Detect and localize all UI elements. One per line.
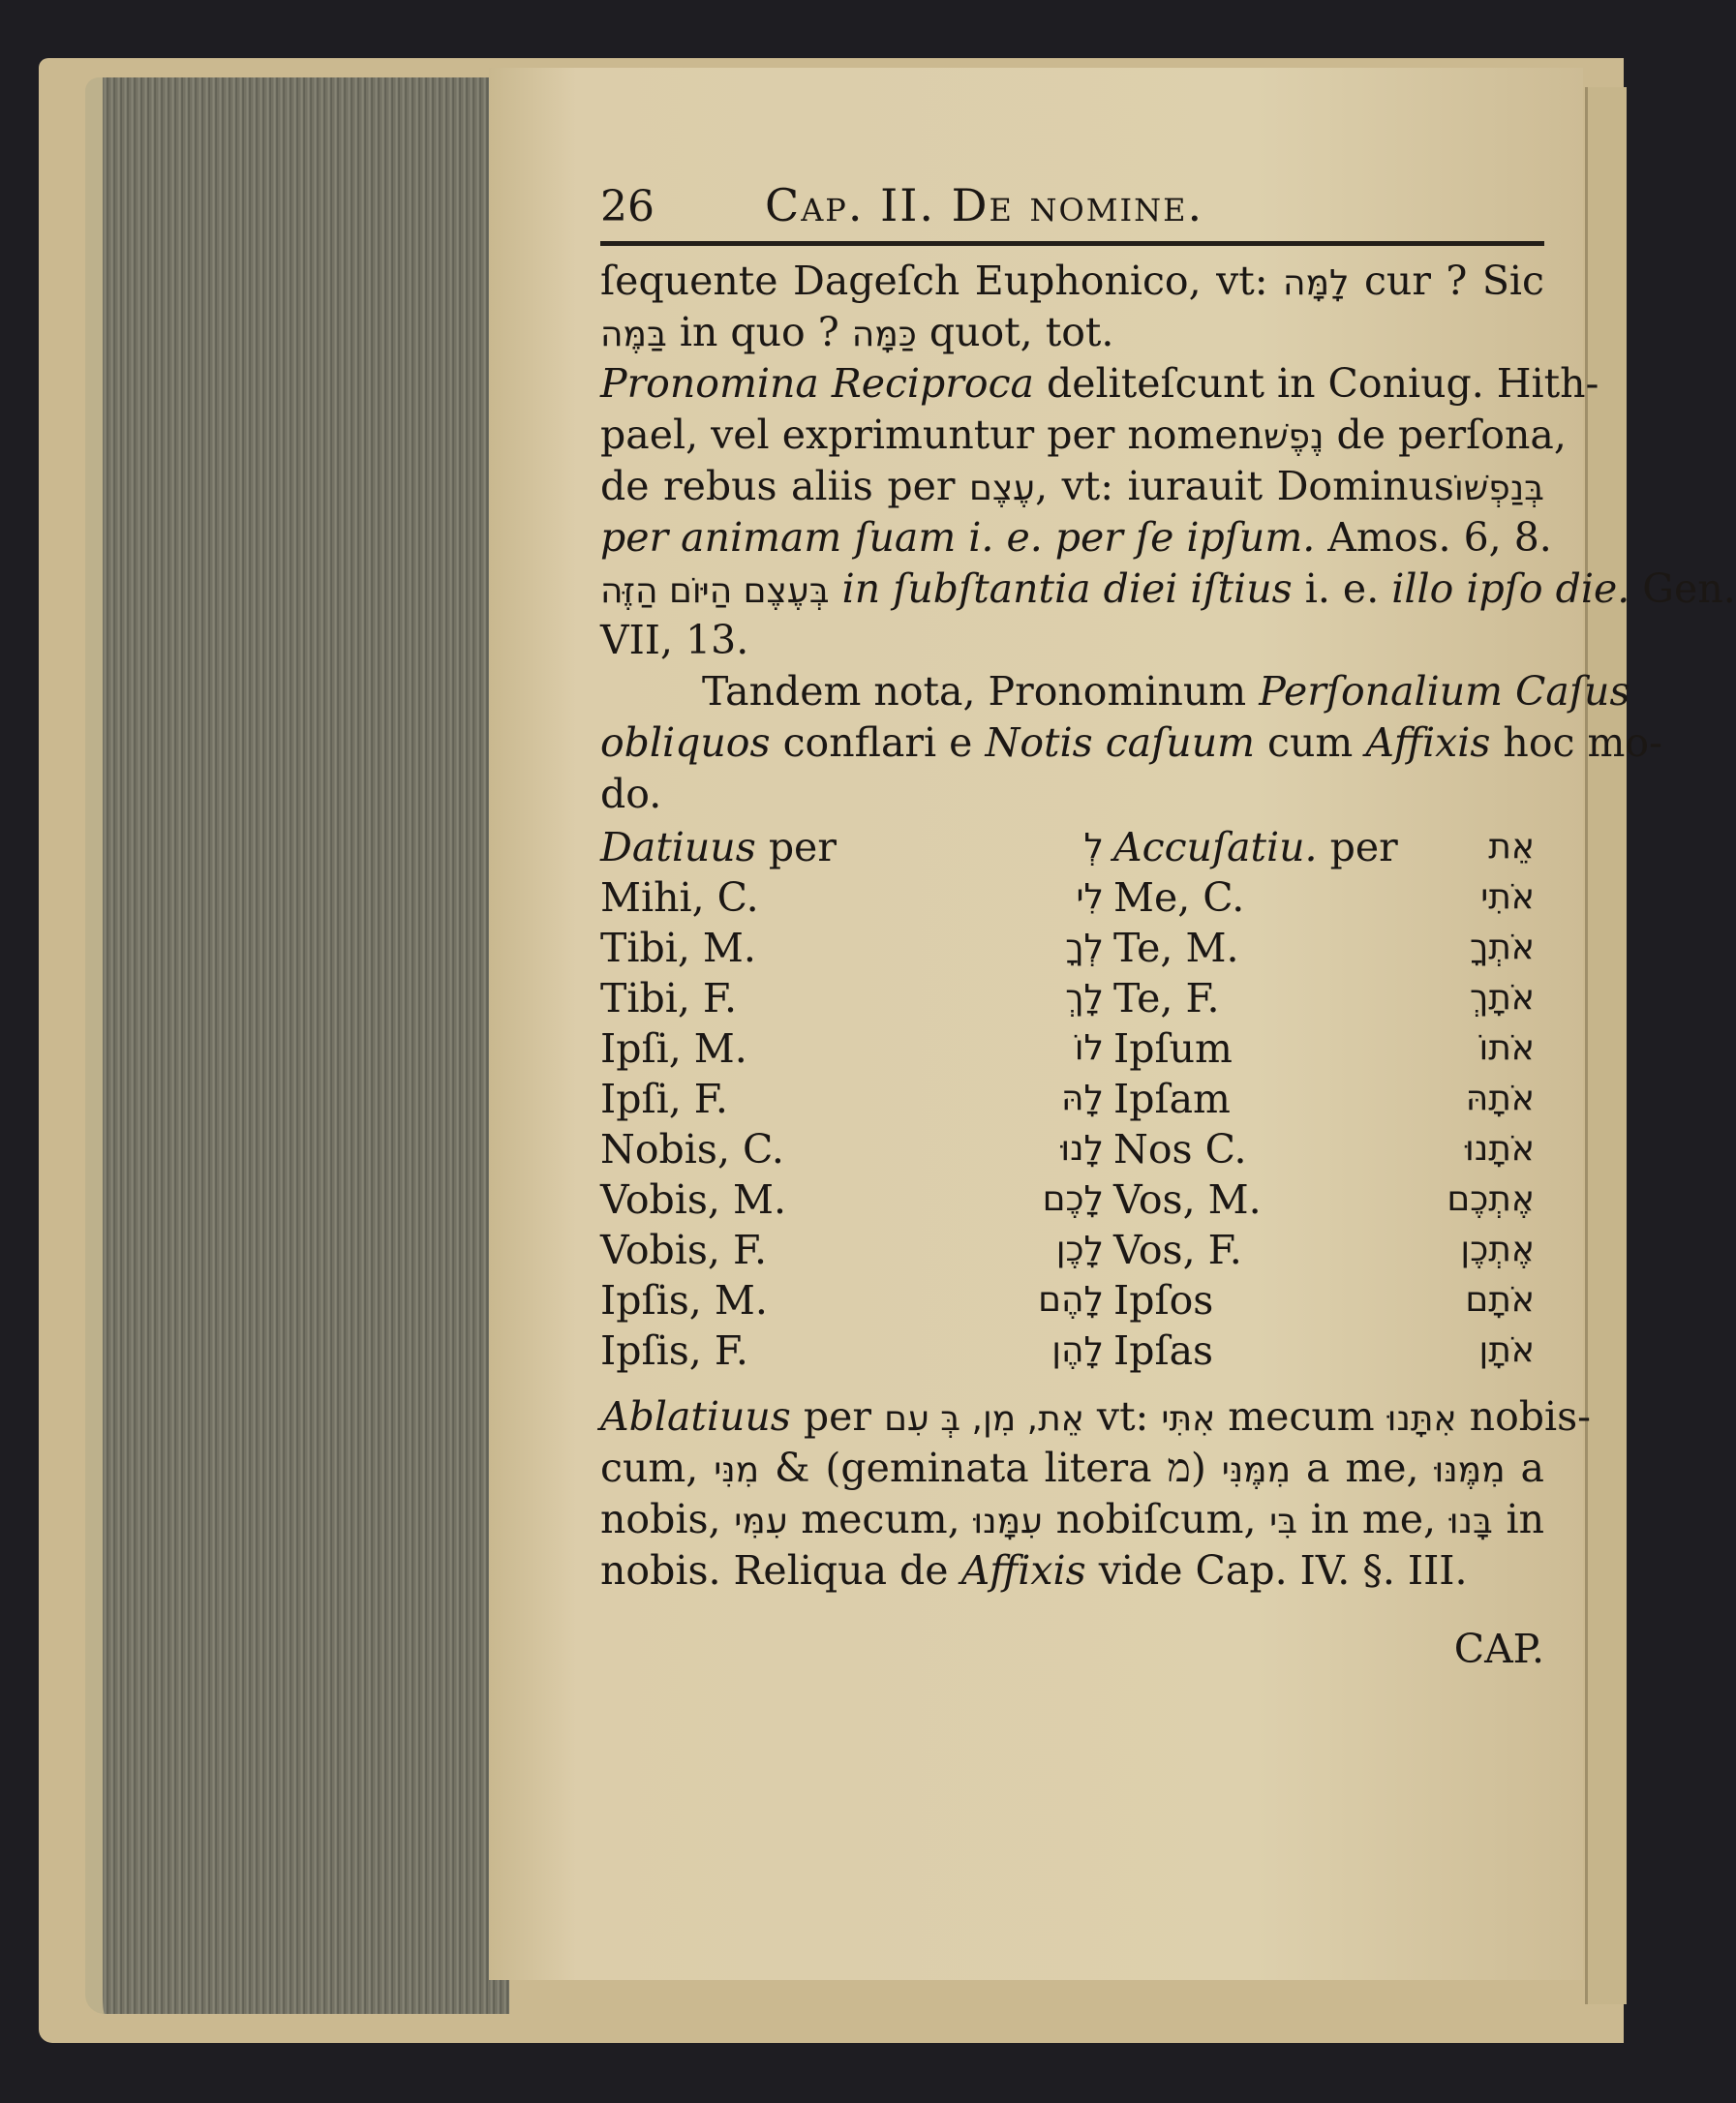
page-header	[600, 179, 1544, 239]
accusative-cell: Nos C. אֹתָנוּ	[1113, 1126, 1535, 1173]
text-line: Pronomina Reciproca deliteſcunt in Coniug. Hith-	[600, 360, 1599, 407]
text-line: obliquos conflari e Notis caſuum cum Affixis hoc mo-	[600, 719, 1662, 766]
accusative-cell: Me, C. אֹתִי	[1113, 874, 1535, 921]
pronoun-table	[600, 822, 1544, 1376]
dative-header: Datiuus per לְ	[600, 824, 1104, 870]
accusative-cell: Te, F. אֹתָךְ	[1113, 975, 1535, 1021]
dative-cell: Tibi, F. לָךְ	[600, 975, 1104, 1021]
accusative-cell: Vos, F. אֶתְכֶן	[1113, 1227, 1535, 1273]
accusative-header: Accuſatiu. per אֵת	[1113, 824, 1535, 870]
dative-cell: Vobis, M. לָכֶם	[600, 1176, 1104, 1223]
text-line: בַּמֶּה in quo ? כַּמָּה quot, tot.	[600, 309, 1114, 355]
text-line: per animam ſuam i. e. per ſe ipſum. Amos. 6, 8.	[600, 514, 1552, 561]
text-line: cum, מִנִּי & (geminata litera מ) מִמֶּנִּי a me, מִמֶּנּוּ a	[600, 1445, 1544, 1491]
text-line: Tandem nota, Pronominum Perſonalium Caſus	[702, 668, 1630, 715]
page-edges	[85, 77, 509, 2014]
dative-cell: Vobis, F. לָכֶן	[600, 1227, 1104, 1273]
text-line: nobis. Reliqua de Affixis vide Cap. IV. §. III.	[600, 1547, 1468, 1594]
accusative-cell: Ipſam אֹתָהּ	[1113, 1076, 1535, 1122]
accusative-cell: Vos, M. אֶתְכֶם	[1113, 1176, 1535, 1223]
dative-cell: Ipſis, F. לָהֶן	[600, 1327, 1104, 1374]
text-line: VII, 13.	[600, 617, 749, 663]
text-line: do.	[600, 771, 662, 817]
running-head: Cap. II. De nomine.	[765, 179, 1204, 231]
text-line: nobis, עִמִּי mecum, עִמָּנוּ nobiſcum, בִּי in me, בָּנוּ in	[600, 1496, 1544, 1542]
text-line: de rebus aliis per עֶצֶם, vt: iurauit Dominusבְּנַפְשׁוֹ	[600, 463, 1544, 509]
catchword: CAP.	[1453, 1626, 1544, 1672]
dative-cell: Ipſi, F. לָהּ	[600, 1076, 1104, 1122]
accusative-cell: Ipſas אֹתָן	[1113, 1327, 1535, 1374]
header-rule	[600, 241, 1544, 246]
dative-cell: Tibi, M. לְךָ	[600, 925, 1104, 971]
dative-cell: Ipſis, M. לָהֶם	[600, 1277, 1104, 1324]
dative-cell: Mihi, C. לִי	[600, 874, 1104, 921]
text-line: בְּעֶצֶם הַיּוֹם הַזֶּה in ſubſtantia diei iſtius i. e. illo ipſo die. Gen.	[600, 565, 1736, 612]
accusative-cell: Ipſum אֹתוֹ	[1113, 1025, 1535, 1072]
dative-cell: Nobis, C. לָנוּ	[600, 1126, 1104, 1173]
page-text	[600, 179, 1736, 1675]
page-number: 26	[600, 182, 655, 231]
text-line: Ablatiuus per אֵת, מִן, בְּ עִם vt: אִתִּי mecum אִתָּנוּ nobis-	[600, 1393, 1592, 1440]
accusative-cell: Te, M. אֹתְךָ	[1113, 925, 1535, 971]
text-line: pael, vel exprimuntur per nomenנֶפֶשׁ de perſona,	[600, 411, 1567, 458]
accusative-cell: Ipſos אֹתָם	[1113, 1277, 1535, 1324]
dative-cell: Ipſi, M. לוֹ	[600, 1025, 1104, 1072]
text-line: ſequente Dageſch Euphonico, vt: לָמָּה cur ? Sic	[600, 258, 1544, 304]
